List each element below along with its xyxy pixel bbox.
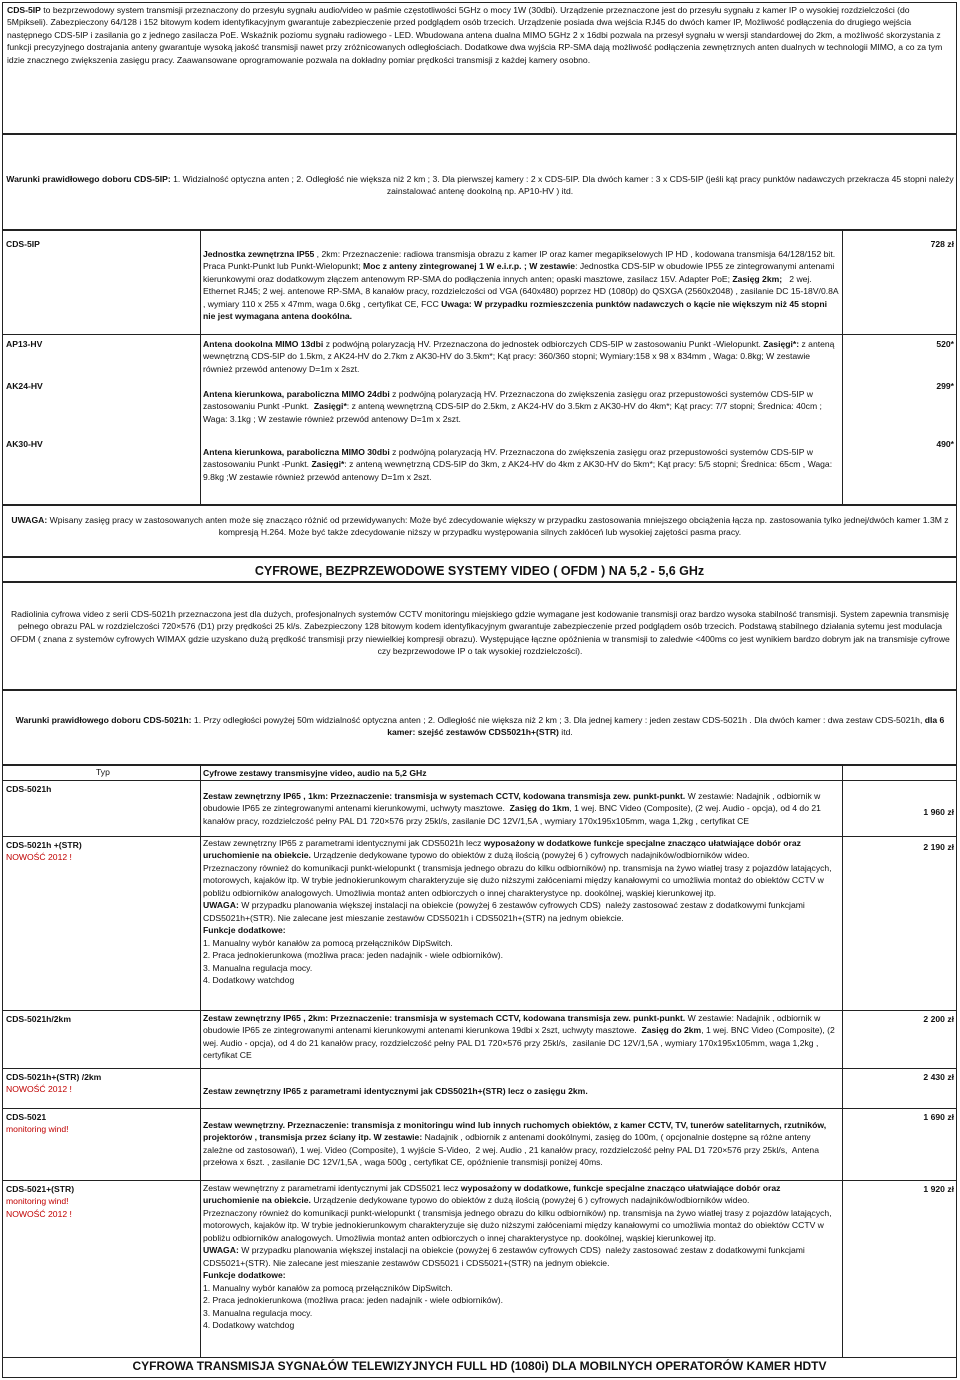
note-text: UWAGA: Wpisany zasięg pracy w zastosowanych anten może się znacząco różnić od przewidywanych: Może być zdecydowanie większy w przypadku zastosowania mniejszego obciążenia łącza np. zastosowania tylko jednej/dwóch kamer 1.3M z kompresją H.264. Może być także zdecydowanie niższy w przypadku występowania silnych zakłóceń lub wysokiej zajętości pasma pracy.	[11, 515, 949, 538]
product-name: CDS-5021h/2km	[6, 1014, 71, 1024]
product-name: CDS-5021h +(STR)	[6, 840, 82, 850]
section2-title: CYFROWE, BEZPRZEWODOWE SYSTEMY VIDEO ( OFDM ) NA 5,2 - 5,6 GHz	[254, 564, 705, 578]
product-desc: Antena kierunkowa, paraboliczna MIMO 24dbi z podwójną polaryzacją HV. Przeznaczona do zwiększenia zasięgu oraz przepustowości systemów CDS-5IP w zastosowaniu Punkt -Punkt. Zasięgi*: z anteną wewnętrzną CDS-5IP do 2.5km, z AK24-HV do 3.5km z AK30-HV do 4km*; Kąt pracy: 7/7 stopni; Średnica: 40cm ; Waga: 3.1kg ; W zestawie również przewód antenowy D=1m x 2szt.	[203, 389, 822, 424]
table-row-name	[6, 1111, 196, 1136]
product-name: CDS-5021+(STR)	[6, 1184, 75, 1194]
product-name: CDS-5021	[6, 1112, 47, 1122]
product-price: 728 zł	[930, 239, 954, 249]
table-row-name	[6, 839, 196, 864]
column-type-header: Typ	[96, 767, 110, 777]
table-row-price: 1 960 zł	[923, 807, 954, 817]
new-badge: NOWOŚĆ 2012 !	[6, 852, 72, 863]
product-desc: Antena dookolna MIMO 13dbi z podwójną polaryzacją HV. Przeznaczona do jednostek odbiorczych CDS-5IP w zastosowaniu Punkt -Wielopunkt. Zasięgi*: z anteną wewnętrzną CDS-5IP do 1.5km, z AK24-HV do 2.7km z AK30-HV do 3.5km*; Kąt pracy: 360/360 stopni; Wymiary:158 x 98 x 834mm , Waga: 0.8kg; W zestawie również przewód antenowy D=1m x 2szt.	[203, 339, 835, 374]
product-desc: Antena kierunkowa, paraboliczna MIMO 30dbi z podwójną polaryzacją HV. Przeznaczona do zwiększenia zasięgu oraz przepustowości systemów CDS-5IP w zastosowaniu Punkt -Punkt. Zasięgi*: z anteną wewnętrzną CDS-5IP do 3km, z AK24-HV do 4km z AK30-HV do 5km*; Kąt pracy: 5/5 stopni; Średnica: 65cm , Waga: 9.8kg ;W zestawie również przewód antenowy D=1m x 2szt.	[203, 447, 833, 482]
product-price: 299*	[936, 381, 954, 391]
product-name: CDS-5021h	[6, 784, 52, 794]
conditions1-text: Warunki prawidłowego doboru CDS-5IP: 1. Widzialność optyczna anten ; 2. Odległość nie większa niż 2 km ; 3. Dla pierwszej kamery : 2 x CDS-5IP. Dla dwóch kamer : 3 x CDS-5IP (jeśli kąt pracy punktów nadawczych przekracza 45 stopni należy zainstalować antenę dookolną np. AP10-HV ) itd.	[6, 174, 954, 197]
footer-title: CYFROWA TRANSMISJA SYGNAŁÓW TELEWIZYJNYCH FULL HD (1080i) DLA MOBILNYCH OPERATORÓW KAMER HDTV	[132, 1359, 827, 1373]
product-name: AP13-HV	[6, 339, 43, 349]
new-badge: monitoring wind!	[6, 1196, 69, 1207]
table-row-desc: Zestaw zewnętrzny IP65 , 2km: Przeznaczenie: transmisja w systemach CCTV, kodowana transmisja zew. punkt-punkt. W zestawie: Nadajnik , odbiornik w obudowie IP65 ze zintegrowanymi antenami kierunkowymi antenami kierunkowa 19dbi x 2szt, uchwyty masztowe. Zasięg do 2km, 1 wej. BNC Video (Composite), (2 wej. Audio - opcja), od 4 do 21 kanałów pracy, rozdzielczość pełny PAL D1 720×576 przy 25kl/s, zasilanie DC 12V/1,5A , wymiary 170x195x105mm, waga 1,2kg , certyfikat CE	[203, 1013, 835, 1061]
table-row-desc: Zestaw zewnętrzny IP65 z parametrami identycznymi jak CDS5021h lecz wyposażony w dodatkowe funkcje specjalne znacząco ułatwiające dobór oraz uruchomienie na obiekcie. Urządzenie dedykowane typowo do obiektów z dużą ilością (powyżej 6 ) cyfrowych nadajników/odbiorników wideo. Przeznaczony również do komunikacji punkt-wielopunkt ( transmisja jednego obrazu do kilku odbiorników) np. transmisja na żywo wiatłej trasy z pojazdów latających, motorowych, kajaków itp. W trybie jednokierunkowym charakteryzuje się dużo niższymi załóceniami między kanałowymi co umożliwia montaż do obiektów CCTV w pobliżu odbiorników analogowych. Umożliwia montaż anten odbiorczych o innej charakterystyce np. dookólnej, wąskiej kierunkowej itp. UWAGA: W przypadku planowania większej instalacji na obiekcie (powyżej 6 zestawów cyfrowych CDS) należy zastosować zestaw z dodatkowymi funkcjami CDS5021h+(STR). Nie zalecane jest mieszanie zestawów CDS5021h i CDS5021h+(STR) na jednym obiekcie. Funkcje dodatkowe: 1. Manualny wybór kanałów za pomocą przełączników DipSwitch. 2. Praca jednokierunkowa (możliwa praca: jeden nadajnik - wiele odbiorników). 3. Manualna regulacja mocy. 4. Dodatkowy watchdog	[203, 838, 832, 985]
product-price: 490*	[936, 439, 954, 449]
table-row-name	[6, 1013, 196, 1025]
product-desc: Jednostka zewnętrzna IP55 , 2km: Przeznaczenie: radiowa transmisja obrazu z kamer IP oraz kamer megapikselowych IP HD , kodowana transmisja 64/128/152 bit. Praca Punkt-Punkt lub Punkt-Wielopunkt; Moc z anteny zintegrowanej 1 W e.i.r.p. ; W zestawie: Jednostka CDS-5IP w obudowie IP55 ze zintegrowanymi antenami kierunkowymi oraz dodatkowym złączem antenowym RP-SMA do podłączenia innych anten; opaski masztowe, zasilacz 15V. Adapter PoE; Zasięg 2km; 2 wej. Ethernet RJ45; 2 wej. antenowe RP-SMA, 8 kanałów pracy, rozdzielczości od VGA (640x480) poprzez HD (1080p) do QSXGA (2560x2048) , zasilanie DC 15-18V/0.8A , wymiary 110 x 255 x 47mm, waga 0.6kg , certyfikat CE, FCC Uwaga: W przypadku rozmieszczenia punktów nadawczych o kącie nie większym niż 45 stopni nie jest wymagana antena dookólna.	[203, 249, 839, 322]
product-name: AK30-HV	[6, 439, 43, 449]
product-name: CDS-5021h+(STR) /2km	[6, 1072, 102, 1082]
product-name: CDS-5IP	[6, 239, 40, 249]
new-badge: NOWOŚĆ 2012 !	[6, 1208, 72, 1219]
conditions2-text: Warunki prawidłowego doboru CDS-5021h: 1. Przy odległości powyżej 50m widzialność optyczna anten ; 2. Odległość nie większa niż 2 km ; 3. Dla jednej kamery : jeden zestaw CDS-5021h . Dla dwóch kamer : dwa zestaw CDS-5021h, dla 6 kamer: szejść zestawów CDS5021h+(STR) itd.	[15, 715, 945, 738]
table-row-name	[6, 1183, 196, 1220]
table-row-name	[6, 783, 196, 795]
product-price: 520*	[936, 339, 954, 349]
table-row-desc: Zestaw wewnętrzny z parametrami identycznymi jak CDS5021 lecz wyposażony w dodatkowe, funkcje specjalne znacząco ułatwiające dobór oraz uruchomienie na obiekcie. Urządzenie dedykowane typowo do obiektów z dużą ilością (powyżej 6 ) cyfrowych nadajników/odbiorników wideo. Przeznaczony również do komunikacji punkt-wielopunkt ( transmisja jednego obrazu do kilku odbiorników) np. transmisja na żywo wiatłej trasy z pojazdów latających, motorowych, kajaków itp. W trybie jednokierunkowym charakteryzuje się dużo niższymi załóceniami między kanałowymi co umożliwia montaż do obiektów CCTV w pobliżu odbiorników analogowych. Umożliwia montaż anten odbiorczych o innej charakterystyce np. dookólnej, wąskiej kierunkowej itp. UWAGA: W przypadku planowania większej instalacji na obiekcie (powyżej 6 zestawów cyfrowych CDS) należy zastosować zestaw z dodatkowymi funkcjami CDS5021+(STR). Nie zalecane jest mieszanie zestawów CDS5021 i CDS5021+(STR) na jednym obiekcie. Funkcje dodatkowe: 1. Manualny wybór kanałów za pomocą przełączników DipSwitch. 2. Praca jednokierunkowa (możliwa praca: jeden nadajnik - wiele odbiorników). 3. Manualna regulacja mocy. 4. Dodatkowy watchdog	[203, 1183, 832, 1330]
table-row-price: 1 920 zł	[923, 1184, 954, 1194]
column-desc-header: Cyfrowe zestawy transmisyjne video, audio na 5,2 GHz	[203, 768, 427, 778]
table-row-name	[6, 1071, 196, 1096]
table-row-price: 2 200 zł	[923, 1014, 954, 1024]
table-row-desc: Zestaw wewnętrzny. Przeznaczenie: transmisja z monitoringu wind lub innych ruchomych obiektów, z kamer CCTV, TV, tunerów satelitarnych, rzutników, projektorów , transmisja przez ściany itp. W zestawie: Nadajnik , odbiornik z antenami dookólnymi, zasięg do 100m, ( opcjonalnie dostępne są różne anteny zależne od zastosowań), 1 wej. Video (Composite), 1 wyjście S-Video, 2 wej. Audio , 21 kanałów pracy, rozdzielczość pełny PAL D1 720×576 przy 25kl/s, Antena przełowa x 6szt. , zasilanie DC 12V/1,5A , waga 500g , certyfikat CE, opóźnienie transmisji poniżej 40ms.	[203, 1120, 827, 1168]
table-row-price: 2 430 zł	[923, 1072, 954, 1082]
new-badge: monitoring wind!	[6, 1124, 69, 1135]
product-name: AK24-HV	[6, 381, 43, 391]
section2-desc: Radiolinia cyfrowa video z serii CDS-5021h przeznaczona jest dla dużych, profesjonalnych systemów CCTV monitoringu miejskiego gdzie wymagane jest kodowanie transmisji oraz bardzo wysoka stabilność transmisji. System zapewnia transmisję pełnego obrazu PAL w rozdzielczości 720×576 (D1) przy prędkości 25 kl/s. Zabezpieczony 128 bitowym kodem identyfikacyjnym gwarantuje zabezpieczenie przed podglądem osób trzecich. Podstawą stabilnego działania sytemu jest modulacja OFDM ( znana z systemów cyfrowych WIMAX gdzie uzyskano dużą prędkość transmisji przy niewielkiej kompresji obrazu). Występujące łączne opóźnienia w transmisji to zaledwie <400ms co jest wynikiem bardzo dobrym jak na transmisje cyfrowe czy bezprzewodowe IP o tak wysokiej rozdzielczości).	[10, 609, 950, 657]
new-badge: NOWOŚĆ 2012 !	[6, 1084, 72, 1095]
intro-text: CDS-5IP to bezprzewodowy system transmisji przeznaczony do przesyłu sygnału audio/video w paśmie częstotliwości 5GHz o mocy 1W (30dbi). Urządzenie przeznaczone jest do przesyłu sygnału z kamer IP o wysokiej rozdzielczości (do 5Mpikseli). Zabezpieczony 64/128 i 152 bitowym kodem identyfikacyjnym gwarantuje zabezpieczenie przed podglądem osób trzecich. Urządzenie posiada dwa wejścia RJ45 do dwóch kamer IP, Możliwość podłączenia do drugiego wejścia następnego CDS-5IP i zasilania go z jednego zasilacza PoE. Wskaźnik poziomu sygnału radiowego - LED. Wbudowana antena dualna MIMO 5GHz 2 x 16dbi pozwala na przesył sygnału w wersji standardowej do 2km, a możliwość skorzystania z funkcji precyzyjnego dostrajania anteny gwarantuje wysoką jakość transmisji nawet przy zróżnicowanych odległościach. Dodatkowe dwa wyjścia RP-SMA dają możliwość podłączenia zewnętrznych anten dualnych w technologii MIMO, a co za tym idzie znacznego zwiększenia zasięgu pracy. Zaawansowane oprogramowanie pozwala na dokładny pomiar prędkości transmisji z każdej kamery osobno.	[7, 5, 943, 65]
table-row-desc: Zestaw zewnętrzny IP65 z parametrami identycznymi jak CDS5021h+(STR) lecz o zasięgu 2km.	[203, 1086, 588, 1096]
table-row-price: 1 690 zł	[923, 1112, 954, 1122]
table-row-desc: Zestaw zewnętrzny IP65 , 1km: Przeznaczenie: transmisja w systemach CCTV, kodowana transmisja zew. punkt-punkt. W zestawie: Nadajnik , odbiornik w obudowie IP65 ze zintegrowanymi antenami kierunkowymi, uchwyty masztowe. Zasięg do 1km, 1 wej. BNC Video (Composite), (2 wej. Audio - opcja), od 4 do 21 kanałów pracy, rozdzielczość pełny PAL D1 720×576 przy 25kl/s, zasilanie DC 12V/1,5A , wymiary 170x195x105mm, waga 1,2kg , certyfikat CE	[203, 791, 821, 826]
table-row-price: 2 190 zł	[923, 842, 954, 852]
